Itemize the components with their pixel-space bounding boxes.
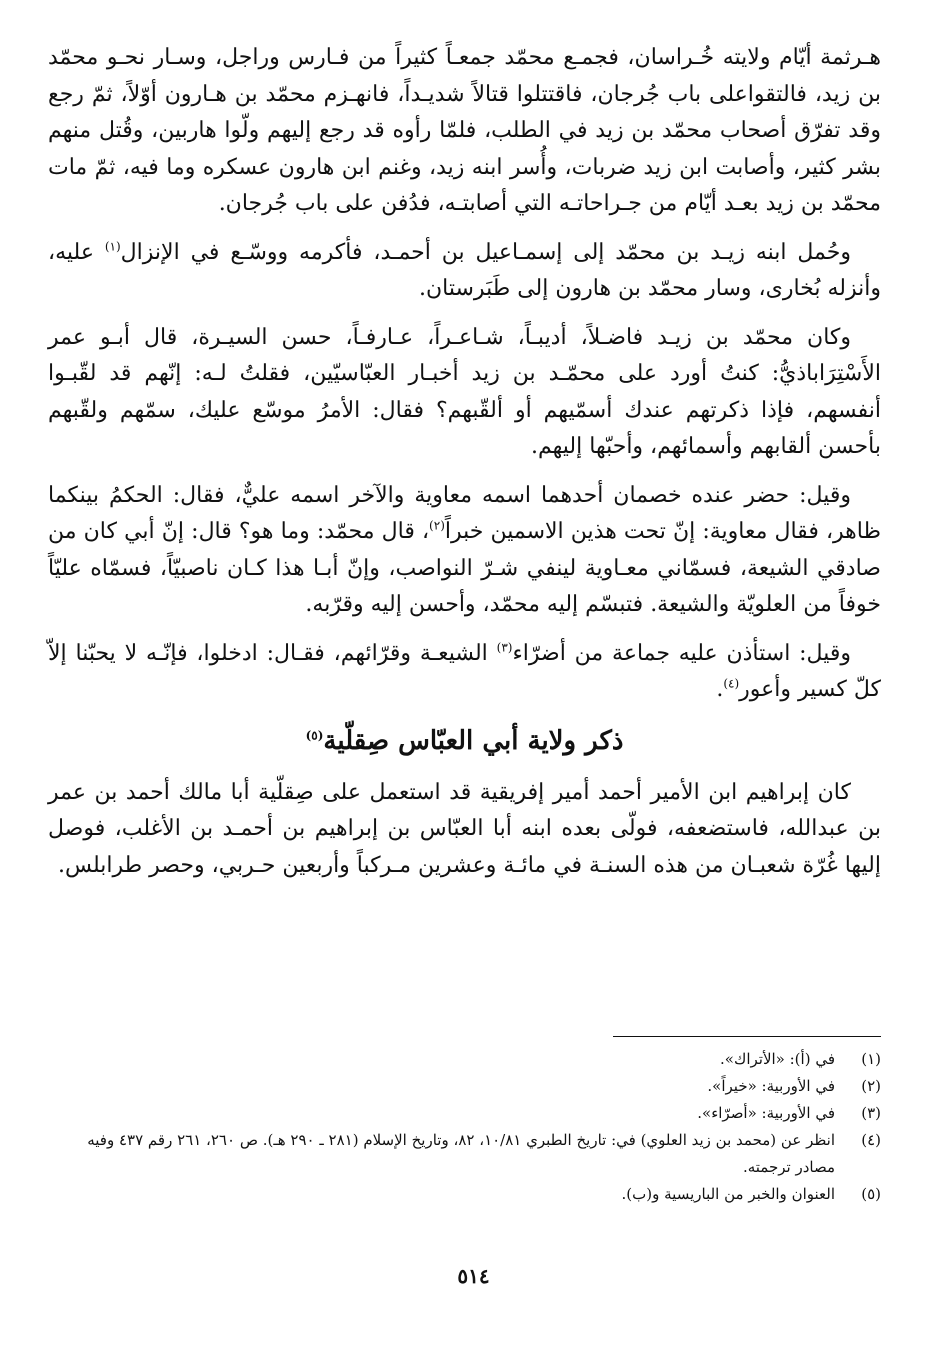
paragraph-6 [48,775,881,885]
footnote-ref-3[interactable]: (٣) [496,640,513,655]
footnote-text: في (أ): «الأتراك». [720,1050,835,1068]
section-heading [48,721,881,761]
paragraph-1-text: هـرثمة أيّام ولايته خُـراسان، فجمـع محمّد جمعـاً كثيراً من فـارس وراجل، وسـار نحـو محمّد بن زيد، فالتقواعلى باب جُرجان، فاقتتلوا قتالاً شديـداً، فانهـزم محمّد بن هـارون أوّلاً، ثمّ رجع وقد تفرّق أصحاب محمّد بن زيد في الطلب، فلمّا رأوه قد رجع إليهم ولّوا هاربين، وقُتل منهم بشر كثير، وأصابت ابن زيد ضربات، وأُسر ابنه زيد، وغنم ابن هارون عسكره وما فيه، ثمّ مات محمّد بن زيد بعـد أيّام من جـراحاتـه التي أصابتـه، فدُفن على باب جُرجان. [48,45,881,216]
page-number: ٥١٤ [457,1264,490,1288]
footnote-ref-2[interactable]: (٢) [429,518,445,533]
paragraph-3-text: وكان محمّد بن زيـد فاضـلاً، أديبـاً، شـاعـراً، عـارفـاً، حسن السيـرة، قال أبـو عمر الأَسْتِرَاباذيُّ: كنتُ أورد على محمّـد بن زيد أخبـار العبّاسيّين، فقلتُ لـه: إنّهم قد لقّبـوا أنفسهم، فإذا ذكرتهم عندك أسمّيهم أو ألقّبهم؟ فقال: الأمرُ موسّع عليك، سمّهم ولقّبهم بأحسن ألقابهم وأسمائهم، وأحبّها إليهم. [48,324,881,459]
paragraph-3 [48,320,881,466]
paragraph-1 [48,40,881,223]
paragraph-4-text-a: وقيل: حضر عنده خصمان أحدهما اسمه معاوية والآخر اسمه عليٌّ، فقال: الحكمُ بينكما ظاهر، فقال معاوية: إنّ تحت هذين الاسمين خبراً [48,482,881,544]
footnote-5 [80,1181,881,1208]
footnote-ref-5[interactable]: (٥) [305,727,324,742]
footnote-ref-1[interactable]: (١) [104,239,121,254]
section-heading-text: ذكر ولاية أبي العبّاس صِقلّية [323,725,624,756]
footnote-2 [80,1073,881,1100]
footnote-divider [613,1036,881,1037]
paragraph-2 [48,235,881,308]
paragraph-5-text-a: وقيل: استأذن عليه جماعة من أضرّاء [512,640,851,666]
paragraph-4 [48,478,881,624]
footnote-number: (٤) [861,1131,881,1149]
footnote-number: (٣) [861,1104,881,1122]
footnote-text: في الأوربية: «أصرّاء». [697,1104,835,1122]
paragraph-2-text-b: عليه، وأنزله بُخارى، وسار محمّد بن هارون إلى طَبَرستان. [48,239,881,301]
footnote-number: (٢) [861,1077,881,1095]
footnote-3 [80,1100,881,1127]
footnote-ref-4[interactable]: (٤) [723,676,740,691]
main-text [48,40,881,896]
footnote-text: في الأوربية: «خيراً». [707,1077,835,1095]
footnotes [80,1046,881,1208]
footnote-text: العنوان والخبر من الباريسية و(ب). [621,1185,835,1203]
footnote-number: (٥) [861,1185,881,1203]
paragraph-5-text-c: . [716,677,724,702]
footnote-number: (١) [861,1050,881,1068]
paragraph-5 [48,636,881,709]
paragraph-4-text-b: ، قال محمّد: وما هو؟ قال: إنّ أبي كان من صادقي الشيعة، فسمّاني معـاوية لينفي شـرّ النواصب، وإنّ أبـا هذا كـان ناصبيّاً، فسمّاه عليّاً خوفاً من العلويّة والشيعة. فتبسّم إليه محمّد، وأحسن إليه وقرّبه. [48,519,881,617]
footnote-4 [80,1127,881,1181]
paragraph-5-text-b: الشيعـة وقرّائهم، فقـال: ادخلوا، فإنّـه لا يحبّنا إلاّ كلّ كسير وأعور [48,640,881,702]
footnote-1 [80,1046,881,1073]
paragraph-2-text-a: وحُمل ابنه زيـد بن محمّد إلى إسمـاعيل بن أحمـد، فأكرمه ووسّـع في الإنزال [120,239,852,265]
paragraph-6-text: كان إبراهيم ابن الأمير أحمد أمير إفريقية قد استعمل على صِقلّية أبا مالك أحمد بن عمر بن عبدالله، فاستضعفه، فولّى بعده ابنه أبا العبّاس بن إبراهيم بن أحمـد بن الأغلب، فوصل إليها غُرّة شعبـان من هذه السنـة في مائـة وعشرين مـركباً وأربعين حـربي، وحصر طرابلس. [48,779,881,878]
footnote-text: انظر عن (محمد بن زيد العلوي) في: تاريخ الطبري ١٠/٨١، ٨٢، وتاريخ الإسلام (٢٨١ ـ ٢٩٠ هـ). ص ٢٦٠، ٢٦١ رقم ٤٣٧ وفيه مصادر ترجمته. [87,1131,835,1176]
